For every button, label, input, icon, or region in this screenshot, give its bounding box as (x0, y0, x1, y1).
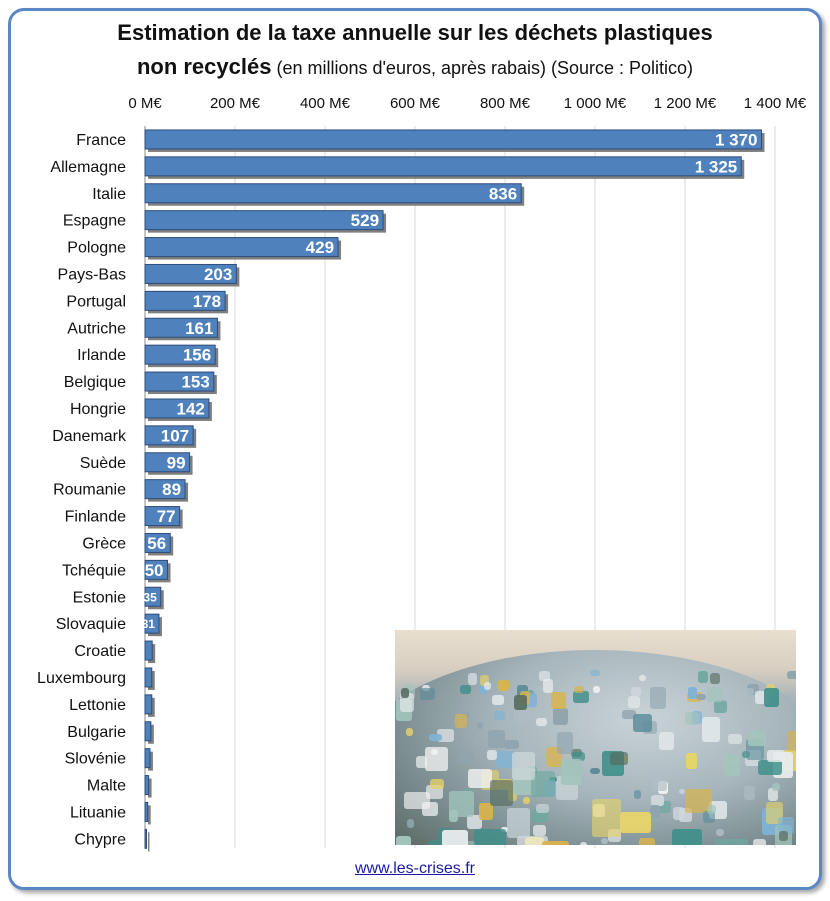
waste-item (498, 680, 509, 691)
source-link[interactable]: www.les-crises.fr (354, 860, 475, 877)
waste-item (553, 708, 568, 726)
waste-item (779, 831, 788, 841)
x-tick-label: 1 000 M€ (563, 95, 627, 112)
waste-item (748, 731, 766, 745)
data-label: 203 (203, 264, 233, 284)
category-label: Italie (92, 185, 126, 203)
waste-item (724, 754, 741, 776)
waste-item (659, 732, 674, 750)
waste-item (458, 751, 473, 763)
waste-item (430, 779, 445, 789)
waste-item (396, 836, 411, 845)
waste-item (487, 750, 497, 759)
bar (145, 776, 149, 795)
waste-item (679, 789, 685, 794)
x-tick-label: 1 400 M€ (743, 95, 807, 112)
waste-item (420, 688, 434, 699)
waste-item (590, 670, 600, 676)
category-label: Tchéquie (61, 562, 126, 580)
bar (145, 749, 150, 768)
data-label: 153 (181, 372, 210, 392)
waste-item (707, 687, 722, 701)
x-tick-label: 200 M€ (209, 95, 261, 112)
waste-item (650, 687, 666, 709)
data-label: 836 (488, 184, 518, 204)
waste-item (533, 825, 546, 835)
category-label: France (76, 131, 126, 149)
waste-item (772, 783, 780, 792)
chart-subtitle-note: (en millions d'euros, après rabais) (Source : Politico) (271, 58, 694, 78)
waste-item (523, 797, 530, 804)
waste-item (764, 688, 779, 707)
waste-item (744, 786, 755, 800)
data-label: 89 (162, 480, 182, 500)
waste-item (787, 671, 796, 680)
waste-item (590, 768, 600, 774)
bar-shadow (148, 805, 151, 824)
waste-item (758, 760, 783, 775)
bar (145, 211, 383, 230)
waste-item (573, 691, 589, 703)
category-label: Allemagne (50, 158, 126, 176)
waste-item (650, 805, 661, 820)
waste-item (639, 675, 646, 681)
category-label: Finlande (64, 508, 126, 526)
waste-item (542, 841, 569, 845)
waste-item (715, 839, 748, 845)
waste-item (449, 791, 475, 817)
waste-item (460, 685, 471, 694)
waste-item (490, 780, 513, 806)
waste-item (728, 734, 742, 744)
waste-item (580, 842, 587, 845)
category-label: Estonie (72, 589, 126, 607)
bar (145, 130, 762, 149)
category-label: Malte (86, 777, 126, 795)
waste-item (514, 695, 527, 710)
waste-item (620, 812, 651, 833)
x-tick-label: 0 M€ (128, 95, 162, 112)
waste-item (484, 682, 491, 690)
waste-item (406, 728, 413, 736)
waste-item (442, 830, 468, 845)
bar (145, 695, 152, 714)
category-label: Suède (79, 454, 126, 472)
waste-item (592, 799, 621, 837)
bar (145, 722, 151, 741)
category-label: Belgique (63, 374, 126, 392)
data-label: 99 (166, 453, 186, 473)
waste-item (633, 714, 652, 732)
waste-item (494, 711, 505, 720)
category-label: Pologne (67, 239, 126, 257)
data-label: 56 (147, 533, 167, 553)
category-label: Pays-Bas (57, 266, 126, 284)
waste-item (404, 792, 431, 809)
waste-item (455, 714, 467, 728)
waste-item (686, 753, 697, 768)
bar (145, 184, 521, 203)
data-label: 35 (143, 590, 157, 605)
waste-item (504, 740, 520, 750)
plastic-waste-photo (395, 630, 796, 845)
waste-item (753, 839, 766, 845)
category-label: Chypre (74, 831, 126, 849)
waste-item (474, 829, 506, 845)
waste-item (468, 769, 491, 788)
waste-item (707, 805, 716, 814)
x-tick-label: 600 M€ (389, 95, 441, 112)
waste-item (722, 693, 735, 701)
waste-item (685, 712, 699, 725)
category-label: Portugal (66, 293, 126, 311)
waste-item (561, 759, 582, 785)
waste-item (639, 838, 655, 845)
category-label: Croatie (74, 643, 126, 661)
category-label: Lettonie (69, 696, 126, 714)
data-label: 1 370 (714, 130, 758, 150)
waste-item (557, 732, 573, 753)
waste-item (488, 730, 505, 747)
data-label: 178 (192, 291, 222, 311)
bar (145, 157, 741, 176)
data-label: 31 (141, 617, 155, 632)
category-label: Autriche (67, 320, 126, 338)
waste-item (468, 673, 476, 685)
bar (145, 829, 147, 848)
waste-item (574, 686, 584, 693)
data-label: 77 (156, 507, 176, 527)
waste-item (672, 829, 702, 845)
waste-item (514, 710, 530, 722)
data-label: 529 (350, 211, 380, 231)
bar (145, 668, 152, 687)
waste-item (507, 808, 530, 838)
waste-item (767, 750, 785, 762)
category-label: Slovénie (64, 750, 126, 768)
x-tick-label: 800 M€ (479, 95, 531, 112)
category-label: Roumanie (53, 481, 126, 499)
waste-item (536, 804, 549, 813)
waste-item (714, 700, 727, 714)
waste-item (745, 688, 753, 695)
waste-item (425, 747, 448, 771)
category-label: Irlande (77, 347, 126, 365)
category-label: Bulgarie (67, 723, 126, 741)
waste-item (702, 717, 720, 742)
bar-shadow (148, 832, 150, 851)
data-label: 161 (185, 318, 214, 338)
bar (145, 641, 152, 660)
waste-item (512, 752, 535, 780)
waste-item (492, 695, 504, 704)
data-label: 50 (144, 560, 164, 580)
category-label: Luxembourg (37, 669, 126, 687)
category-label: Grèce (82, 535, 126, 553)
waste-item (634, 790, 641, 799)
category-label: Lituanie (69, 804, 126, 822)
waste-item (407, 819, 414, 828)
waste-item (536, 718, 547, 726)
data-label: 429 (305, 238, 335, 258)
data-label: 107 (160, 426, 190, 446)
waste-item (628, 696, 640, 708)
data-label: 142 (176, 399, 205, 419)
waste-item (787, 731, 796, 751)
category-label: Espagne (62, 212, 126, 230)
waste-item (698, 671, 708, 683)
chart-title: Estimation de la taxe annuelle sur les déchets plastiques (117, 20, 713, 45)
chart-subtitle-bold: non recyclés (136, 54, 272, 79)
waste-item (551, 692, 566, 710)
waste-item (710, 673, 720, 684)
waste-item (401, 688, 409, 697)
data-label: 1 325 (694, 157, 738, 177)
x-tick-label: 1 200 M€ (653, 95, 717, 112)
waste-item (631, 687, 640, 696)
waste-item (543, 679, 553, 693)
x-tick-label: 400 M€ (299, 95, 351, 112)
waste-item (673, 807, 684, 820)
waste-item (593, 686, 599, 693)
waste-item (429, 734, 442, 742)
category-label: Slovaquie (55, 616, 126, 634)
data-label: 156 (182, 345, 212, 365)
waste-item (610, 752, 628, 764)
bar (145, 802, 148, 821)
waste-item (652, 771, 667, 791)
waste-item (716, 829, 724, 837)
category-label: Hongrie (69, 400, 126, 418)
category-label: Danemark (52, 427, 126, 445)
